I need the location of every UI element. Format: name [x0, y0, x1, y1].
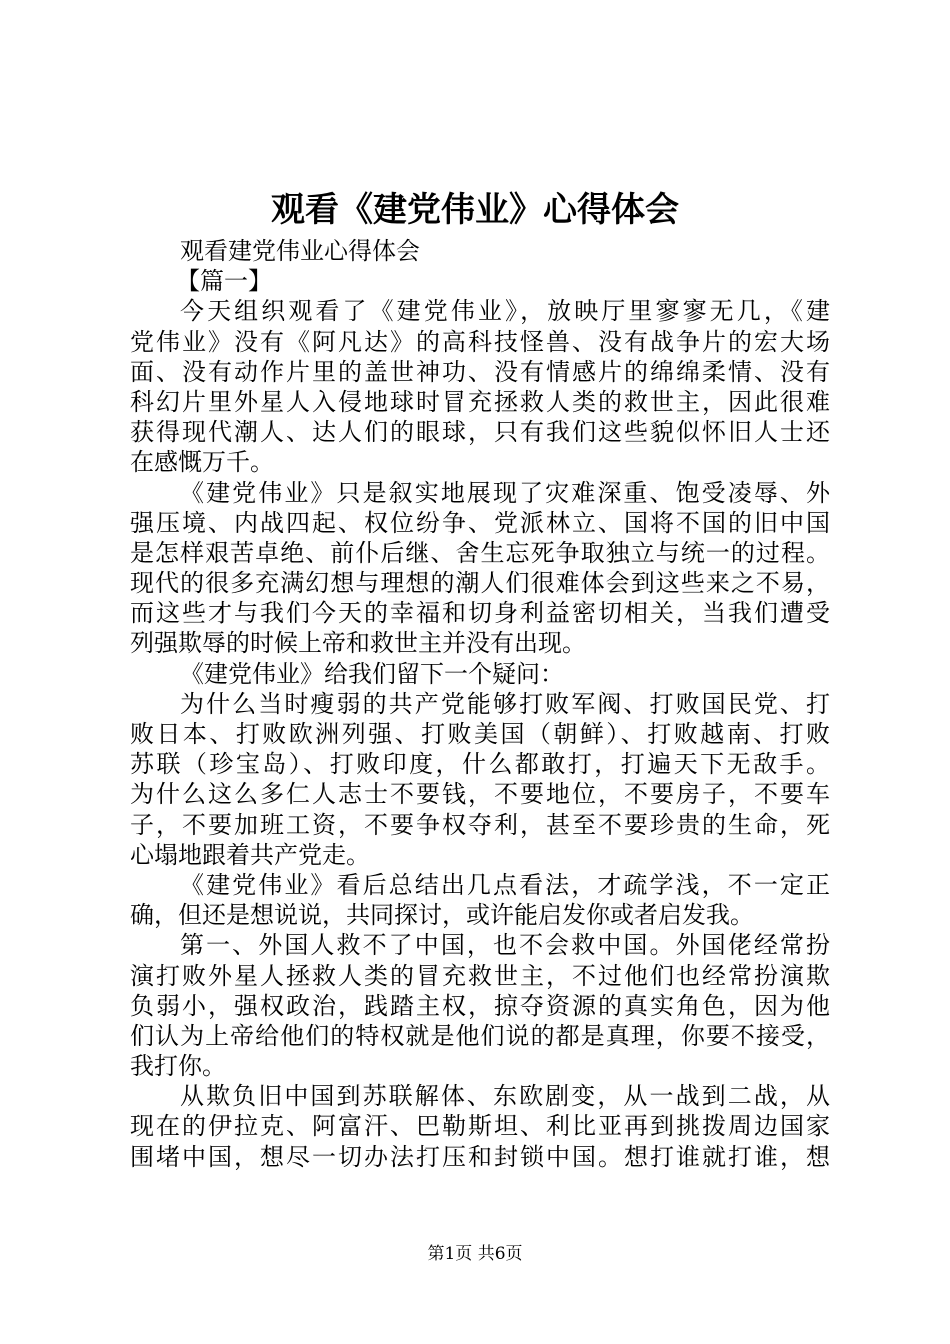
document-title: 观看《建党伟业》心得体会: [271, 190, 679, 230]
paragraph: [130, 296, 830, 477]
paragraph-line: 心塌地跟着共产党走。: [130, 840, 370, 869]
paragraph-line: 演打败外星人拯救人类的冒充救世主，不过他们也经常扮演欺: [130, 961, 830, 990]
paragraph-line: 《建党伟业》只是叙实地展现了灾难深重、饱受凌辱、外: [180, 478, 830, 507]
paragraph: [130, 870, 830, 930]
paragraph: [130, 1081, 830, 1172]
paragraph-line: 列强欺辱的时候上帝和救世主并没有出现。: [130, 629, 586, 658]
paragraph-line: 《建党伟业》看后总结出几点看法，才疏学浅，不一定正: [180, 870, 830, 899]
paragraph-line: 第一、外国人救不了中国，也不会救中国。外国佬经常扮: [180, 931, 830, 960]
paragraph-line: 《建党伟业》给我们留下一个疑问：: [180, 659, 564, 688]
paragraph-line: 苏联（珍宝岛）、打败印度，什么都敢打，打遍天下无敌手。: [130, 750, 830, 779]
paragraph: [130, 659, 830, 689]
paragraph-line: 我打你。: [130, 1052, 226, 1081]
paragraph: [130, 689, 830, 870]
paragraph-line: 确，但还是想说说，共同探讨，或许能启发你或者启发我。: [130, 901, 754, 930]
subtitle: 观看建党伟业心得体会: [180, 237, 420, 265]
paragraph-line: 是怎样艰苦卓绝、前仆后继、舍生忘死争取独立与统一的过程。: [130, 538, 830, 567]
paragraph-line: 面、没有动作片里的盖世神功、没有情感片的绵绵柔情、没有: [130, 357, 830, 386]
paragraph-line: 强压境、内战四起、权位纷争、党派林立、国将不国的旧中国: [130, 508, 830, 537]
paragraph-line: 获得现代潮人、达人们的眼球，只有我们这些貌似怀旧人士还: [130, 418, 830, 447]
paragraph-line: 科幻片里外星人入侵地球时冒充拯救人类的救世主，因此很难: [130, 387, 830, 416]
document-body: [130, 236, 830, 1172]
paragraph-line: 党伟业》没有《阿凡达》的高科技怪兽、没有战争片的宏大场: [130, 327, 830, 356]
section-label: 【篇一】: [176, 267, 272, 296]
paragraph-line: 从欺负旧中国到苏联解体、东欧剧变，从一战到二战，从: [180, 1082, 830, 1111]
paragraph-line: 们认为上帝给他们的特权就是他们说的都是真理，你要不接受，: [130, 1021, 830, 1050]
paragraph-line: 负弱小，强权政治，践踏主权，掠夺资源的真实角色，因为他: [130, 991, 830, 1020]
page-footer: 第1页 共6页: [427, 1244, 523, 1264]
paragraph-line: 子，不要加班工资，不要争权夺利，甚至不要珍贵的生命，死: [130, 810, 830, 839]
paragraph-line: 现在的伊拉克、阿富汗、巴勒斯坦、利比亚再到挑拨周边国家: [130, 1112, 830, 1141]
paragraph-line: 为什么这么多仁人志士不要钱，不要地位，不要房子，不要车: [130, 780, 830, 809]
paragraph-line: 现代的很多充满幻想与理想的潮人们很难体会到这些来之不易，: [130, 569, 830, 598]
paragraph-line: 为什么当时瘦弱的共产党能够打败军阀、打败国民党、打: [180, 689, 830, 718]
paragraph: [130, 930, 830, 1081]
paragraph-line: 而这些才与我们今天的幸福和切身利益密切相关，当我们遭受: [130, 599, 830, 628]
paragraph-line: 败日本、打败欧洲列强、打败美国（朝鲜）、打败越南、打败: [130, 720, 830, 748]
paragraph-line: 今天组织观看了《建党伟业》，放映厅里寥寥无几，《建: [180, 297, 830, 326]
paragraph-line: 围堵中国，想尽一切办法打压和封锁中国。想打谁就打谁，想: [130, 1142, 830, 1171]
paragraph-line: 在感慨万千。: [130, 448, 274, 477]
paragraph: [130, 478, 830, 659]
